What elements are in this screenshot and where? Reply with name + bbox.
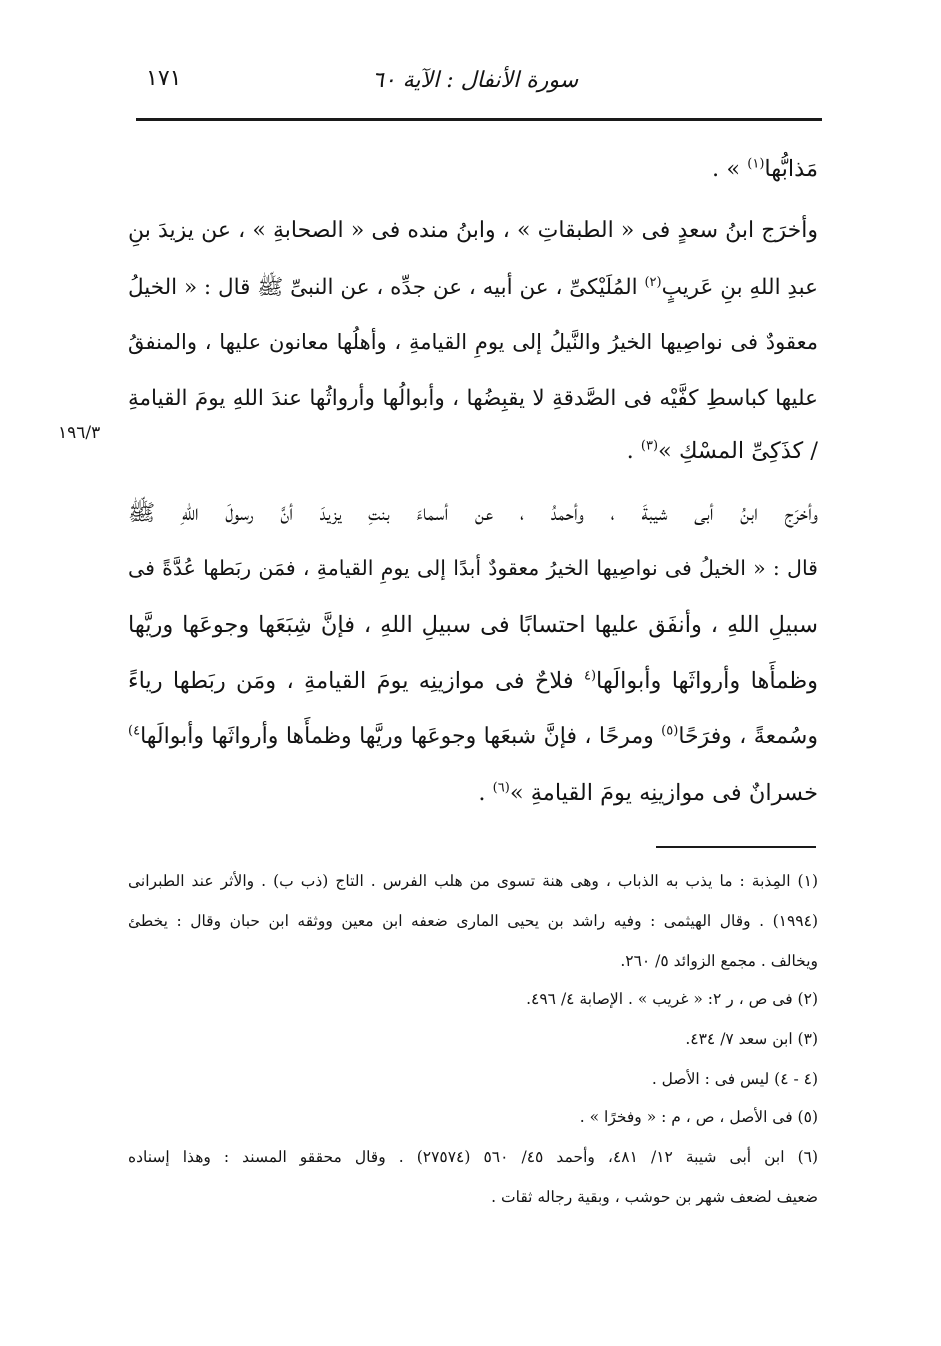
footnote-marker: ٤)	[128, 723, 141, 739]
footnote-marker: (٣)	[640, 438, 659, 454]
footnote-marker: (٥)	[661, 723, 679, 739]
text-line: وسُمعةً ، وفرَحًا$^{(٥)}$ ومرحًا ، فإنَّ شبعَها وجوعَها وريَّها وظمأَها وأرواثَها وأبوالَها$^{٤)}$	[128, 723, 818, 749]
text-line: عبدِ اللهِ بنِ عَريبٍ$^{(٢)}$ المُلَيْكىِّ ، عن أبيه ، عن جدِّه ، عن النبىِّ ﷺ قال : « الخيلُ	[127, 274, 818, 300]
footnote-line: (١) المِذبة : ما يذب به الذباب ، وهى هنة تسوى من هلب الفرس . التاج (ذب ب) . والأثر عند الطبرانى	[128, 872, 818, 890]
margin-reference: ١٩٦/٣	[58, 423, 101, 443]
footnote-line: (٦) ابن أبى شيبة ١٢/ ٤٨١، وأحمد ٤٥/ ٥٦٠ (٢٧٥٧٤) . وقال محققو المسند : وهذا إسناده	[128, 1148, 819, 1166]
text-line: / كذَكِىِّ المسْكِ »$^{(٣)}$ .	[626, 438, 818, 464]
text-line: وأخرَج ابنُ أبى شيبةَ ، وأحمدُ ، عن أسماءَ بنتِ يزيدَ أنَّ رسولَ اللهِ ﷺ	[128, 500, 818, 526]
footnote-marker: (٤	[583, 668, 597, 684]
footnote-marker: (٢)	[644, 274, 662, 290]
page-number: ١٧١	[146, 66, 182, 91]
text-line: قال : « الخيلُ فى نواصِيها الخيرُ معقودٌ أبدًا إلى يومِ القيامةِ ، فمَن ربَطها عُدَّةً فى	[128, 556, 818, 580]
text-line: معقودٌ فى نواصِيها الخيرُ والنَّيلُ إلى يومِ القيامةِ ، وأهلُها معانون عليها ، والمنفقُ	[128, 330, 818, 354]
text-line: وأخرَج ابنُ سعدٍ فى « الطبقاتِ » ، وابنُ منده فى « الصحابةِ » ، عن يزيدَ بنِ	[128, 218, 818, 243]
running-title: سورة الأنفال : الآية ٦٠	[372, 68, 579, 93]
footnote-marker: (١)	[747, 156, 765, 172]
text-line: وظمأَها وأرواثَها وأبوالَها$^{(٤}$ فلاحٌ فى موازينِه يومَ القيامةِ ، ومَن ربَطها رياءً	[128, 668, 818, 694]
footnote-line: ضعيف لضعف شهر بن حوشب ، وبقية رجاله ثقات .	[491, 1188, 818, 1206]
text-line: خسرانٌ فى موازينِه يومَ القيامةِ »$^{(٦)}$ .	[478, 780, 818, 806]
footnote-line: (١٩٩٤) . وقال الهيثمى : وفيه راشد بن يحيى المارى ضعفه ابن معين ووثقه ابن حبان وقال : يخطئ	[128, 912, 818, 930]
footnote-line: (٣) ابن سعد ٧/ ٤٣٤.	[685, 1030, 818, 1048]
footnote-line: (٤ - ٤) ليس فى : الأصل .	[651, 1070, 818, 1088]
header-rule	[136, 118, 822, 121]
footnote-rule	[656, 846, 816, 848]
text-line: عليها كباسطِ كفَّيْه فى الصَّدقةِ لا يقبِضُها ، وأبوالُها وأرواثُها عندَ اللهِ يومَ القيامةِ	[128, 386, 818, 411]
text-line: مَذابُّها$^{(١)}$ » .	[712, 156, 818, 182]
footnote-line: (٢) فى ص ، ر ٢: « غريب » . الإصابة ٤/ ٤٩٦.	[526, 990, 818, 1008]
page-header	[140, 60, 820, 114]
footnote-line: (٥) فى الأصل ، ص ، م : « وفخرًا » .	[579, 1108, 818, 1126]
footnote-marker: (٦)	[492, 780, 510, 796]
footnote-line: ويخالف . مجمع الزوائد ٥/ ٢٦٠.	[620, 952, 818, 970]
text-line: سبيلِ اللهِ ، وأنفَق عليها احتسابًا فى سبيلِ اللهِ ، فإنَّ شِبَعَها وجوعَها وريَّها	[128, 612, 818, 638]
